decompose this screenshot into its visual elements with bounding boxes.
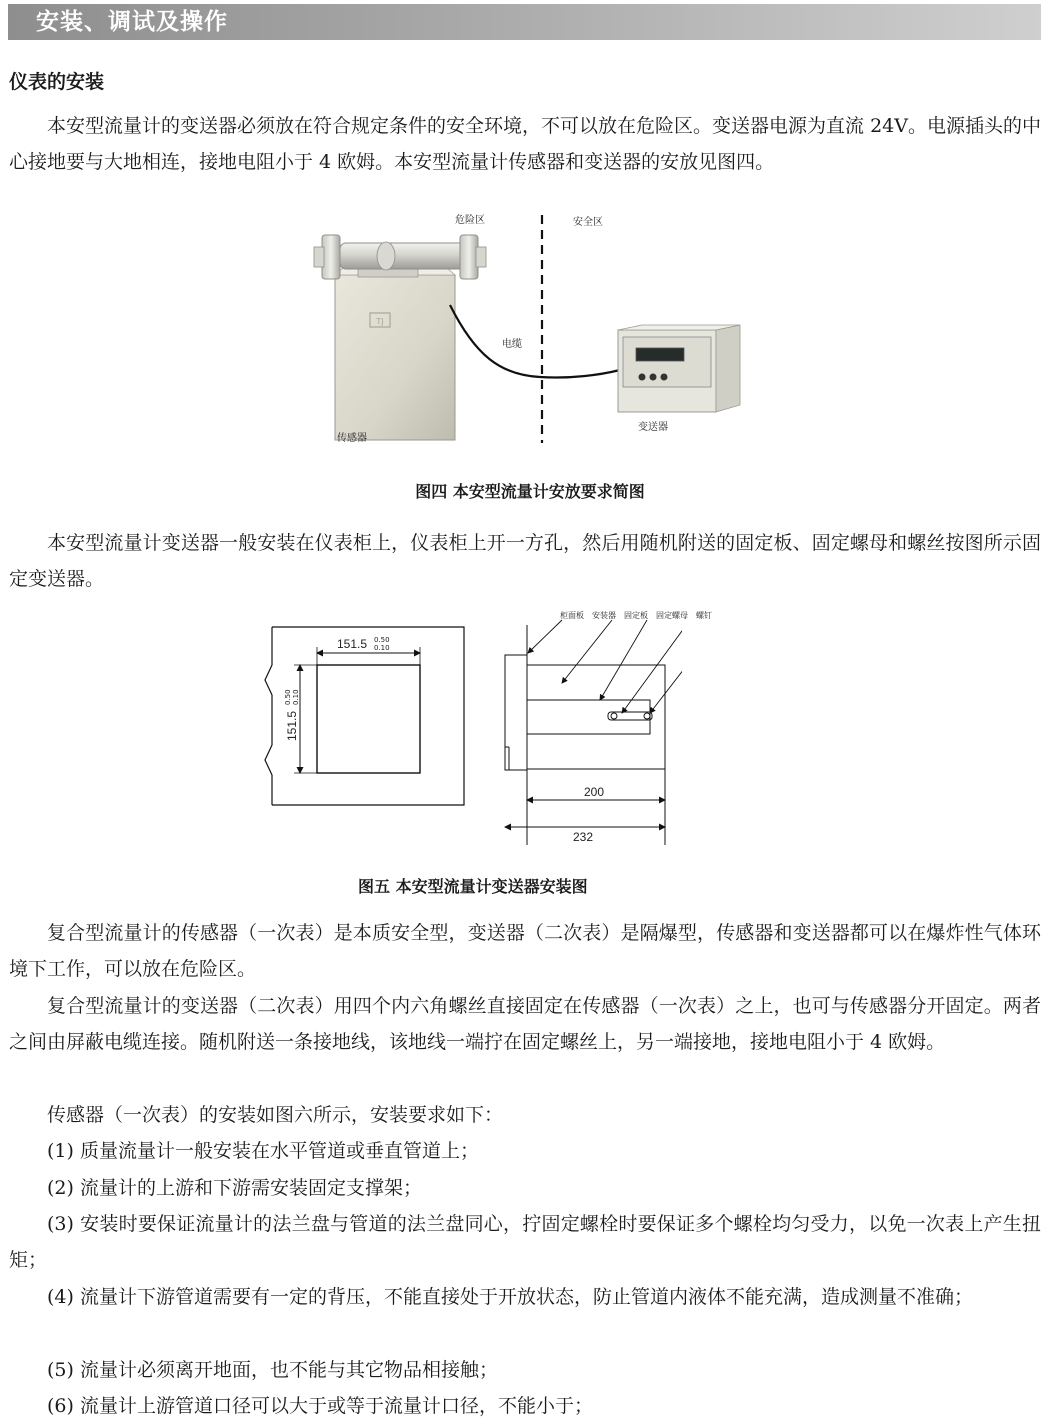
part-label-panel: 柜面板 xyxy=(560,611,584,620)
dim-width-tol-upper: 0.50 xyxy=(374,636,390,644)
figure-4-caption: 图四 本安型流量计安放要求简图 xyxy=(415,482,645,501)
requirement-item-2: (2) 流量计的上游和下游需安装固定支撑架； xyxy=(47,1177,422,1199)
label-cable: 电缆 xyxy=(502,339,522,350)
paragraph-2: 本安型流量计变送器一般安装在仪表柜上，仪表柜上开一方孔，然后用随机附送的固定板、固定螺母和螺丝按图所示固定变送器。 xyxy=(9,532,1041,590)
dim-height-tol-upper: 0.50 xyxy=(284,689,292,705)
requirement-item-6: (6) 流量计上游管道口径可以大于或等于流量计口径，不能小于； xyxy=(47,1395,593,1417)
transmitter-image xyxy=(618,325,740,412)
subsection-heading: 仪表的安装 xyxy=(9,71,105,93)
paragraph-3: 复合型流量计的传感器（一次表）是本质安全型，变送器（二次表）是隔爆型，传感器和变送器都可以在爆炸性气体环境下工作，可以放在危险区。 xyxy=(9,922,1041,980)
dim-height-value: 151.5 xyxy=(285,710,299,741)
label-safe-zone: 安全区 xyxy=(573,217,603,228)
paragraph-5: 传感器（一次表）的安装如图六所示，安装要求如下： xyxy=(47,1104,504,1126)
dim-width-value: 151.5 xyxy=(337,637,368,651)
figure-5-caption: 图五 本安型流量计变送器安装图 xyxy=(358,877,588,896)
paragraph-1: 本安型流量计的变送器必须放在符合规定条件的安全环境，不可以放在危险区。变送器电源为直流 24V。电源插头的中心接地要与大地相连，接地电阻小于 4 欧姆。本安型流量计传感器和变送器的安放见图四。 xyxy=(9,115,1041,173)
requirement-item-3: (3) 安装时要保证流量计的法兰盘与管道的法兰盘同心，拧固定螺栓时要保证多个螺栓均匀受力，以免一次表上产生扭矩； xyxy=(9,1213,1041,1271)
section-header-title: 安装、调试及操作 xyxy=(36,9,228,35)
label-transmitter: 变送器 xyxy=(638,422,668,433)
part-label-fixing-plate: 固定板 xyxy=(624,611,648,620)
section-header-bar xyxy=(8,4,1041,40)
figure-5-part-labels xyxy=(560,611,750,621)
panel-cutout-drawing xyxy=(265,627,464,805)
label-sensor: 传感器 xyxy=(337,433,367,444)
cable-line xyxy=(450,305,620,378)
dim-height-tol-lower: 0.10 xyxy=(292,689,300,705)
svg-text:TJ: TJ xyxy=(376,317,384,326)
dim-232-label: 232 xyxy=(573,830,594,844)
requirement-item-4: (4) 流量计下游管道需要有一定的背压，不能直接处于开放状态，防止管道内液体不能充满，造成测量不准确； xyxy=(47,1286,973,1308)
part-label-fixing-nut: 固定螺母 xyxy=(656,611,688,620)
figure-5-diagram xyxy=(262,605,682,850)
part-label-screw: 螺钉 xyxy=(696,611,712,620)
paragraph-4: 复合型流量计的变送器（二次表）用四个内六角螺丝直接固定在传感器（一次表）之上，也可与传感器分开固定。两者之间由屏蔽电缆连接。随机附送一条接地线，该地线一端拧在固定螺丝上，另一端接地，接地电阻小于 4 欧姆。 xyxy=(9,995,1041,1053)
figure-4-diagram xyxy=(300,205,760,455)
flowmeter-sensor-image xyxy=(314,235,486,440)
requirement-item-1: (1) 质量流量计一般安装在水平管道或垂直管道上； xyxy=(47,1140,479,1162)
requirement-item-5: (5) 流量计必须离开地面，也不能与其它物品相接触； xyxy=(47,1359,498,1381)
transmitter-side-section-drawing xyxy=(505,620,682,845)
part-label-transmitter: 安装器 xyxy=(592,611,616,620)
label-danger-zone: 危险区 xyxy=(455,215,485,226)
dim-width-tol-lower: 0.10 xyxy=(374,644,390,652)
dim-200-label: 200 xyxy=(584,785,605,799)
